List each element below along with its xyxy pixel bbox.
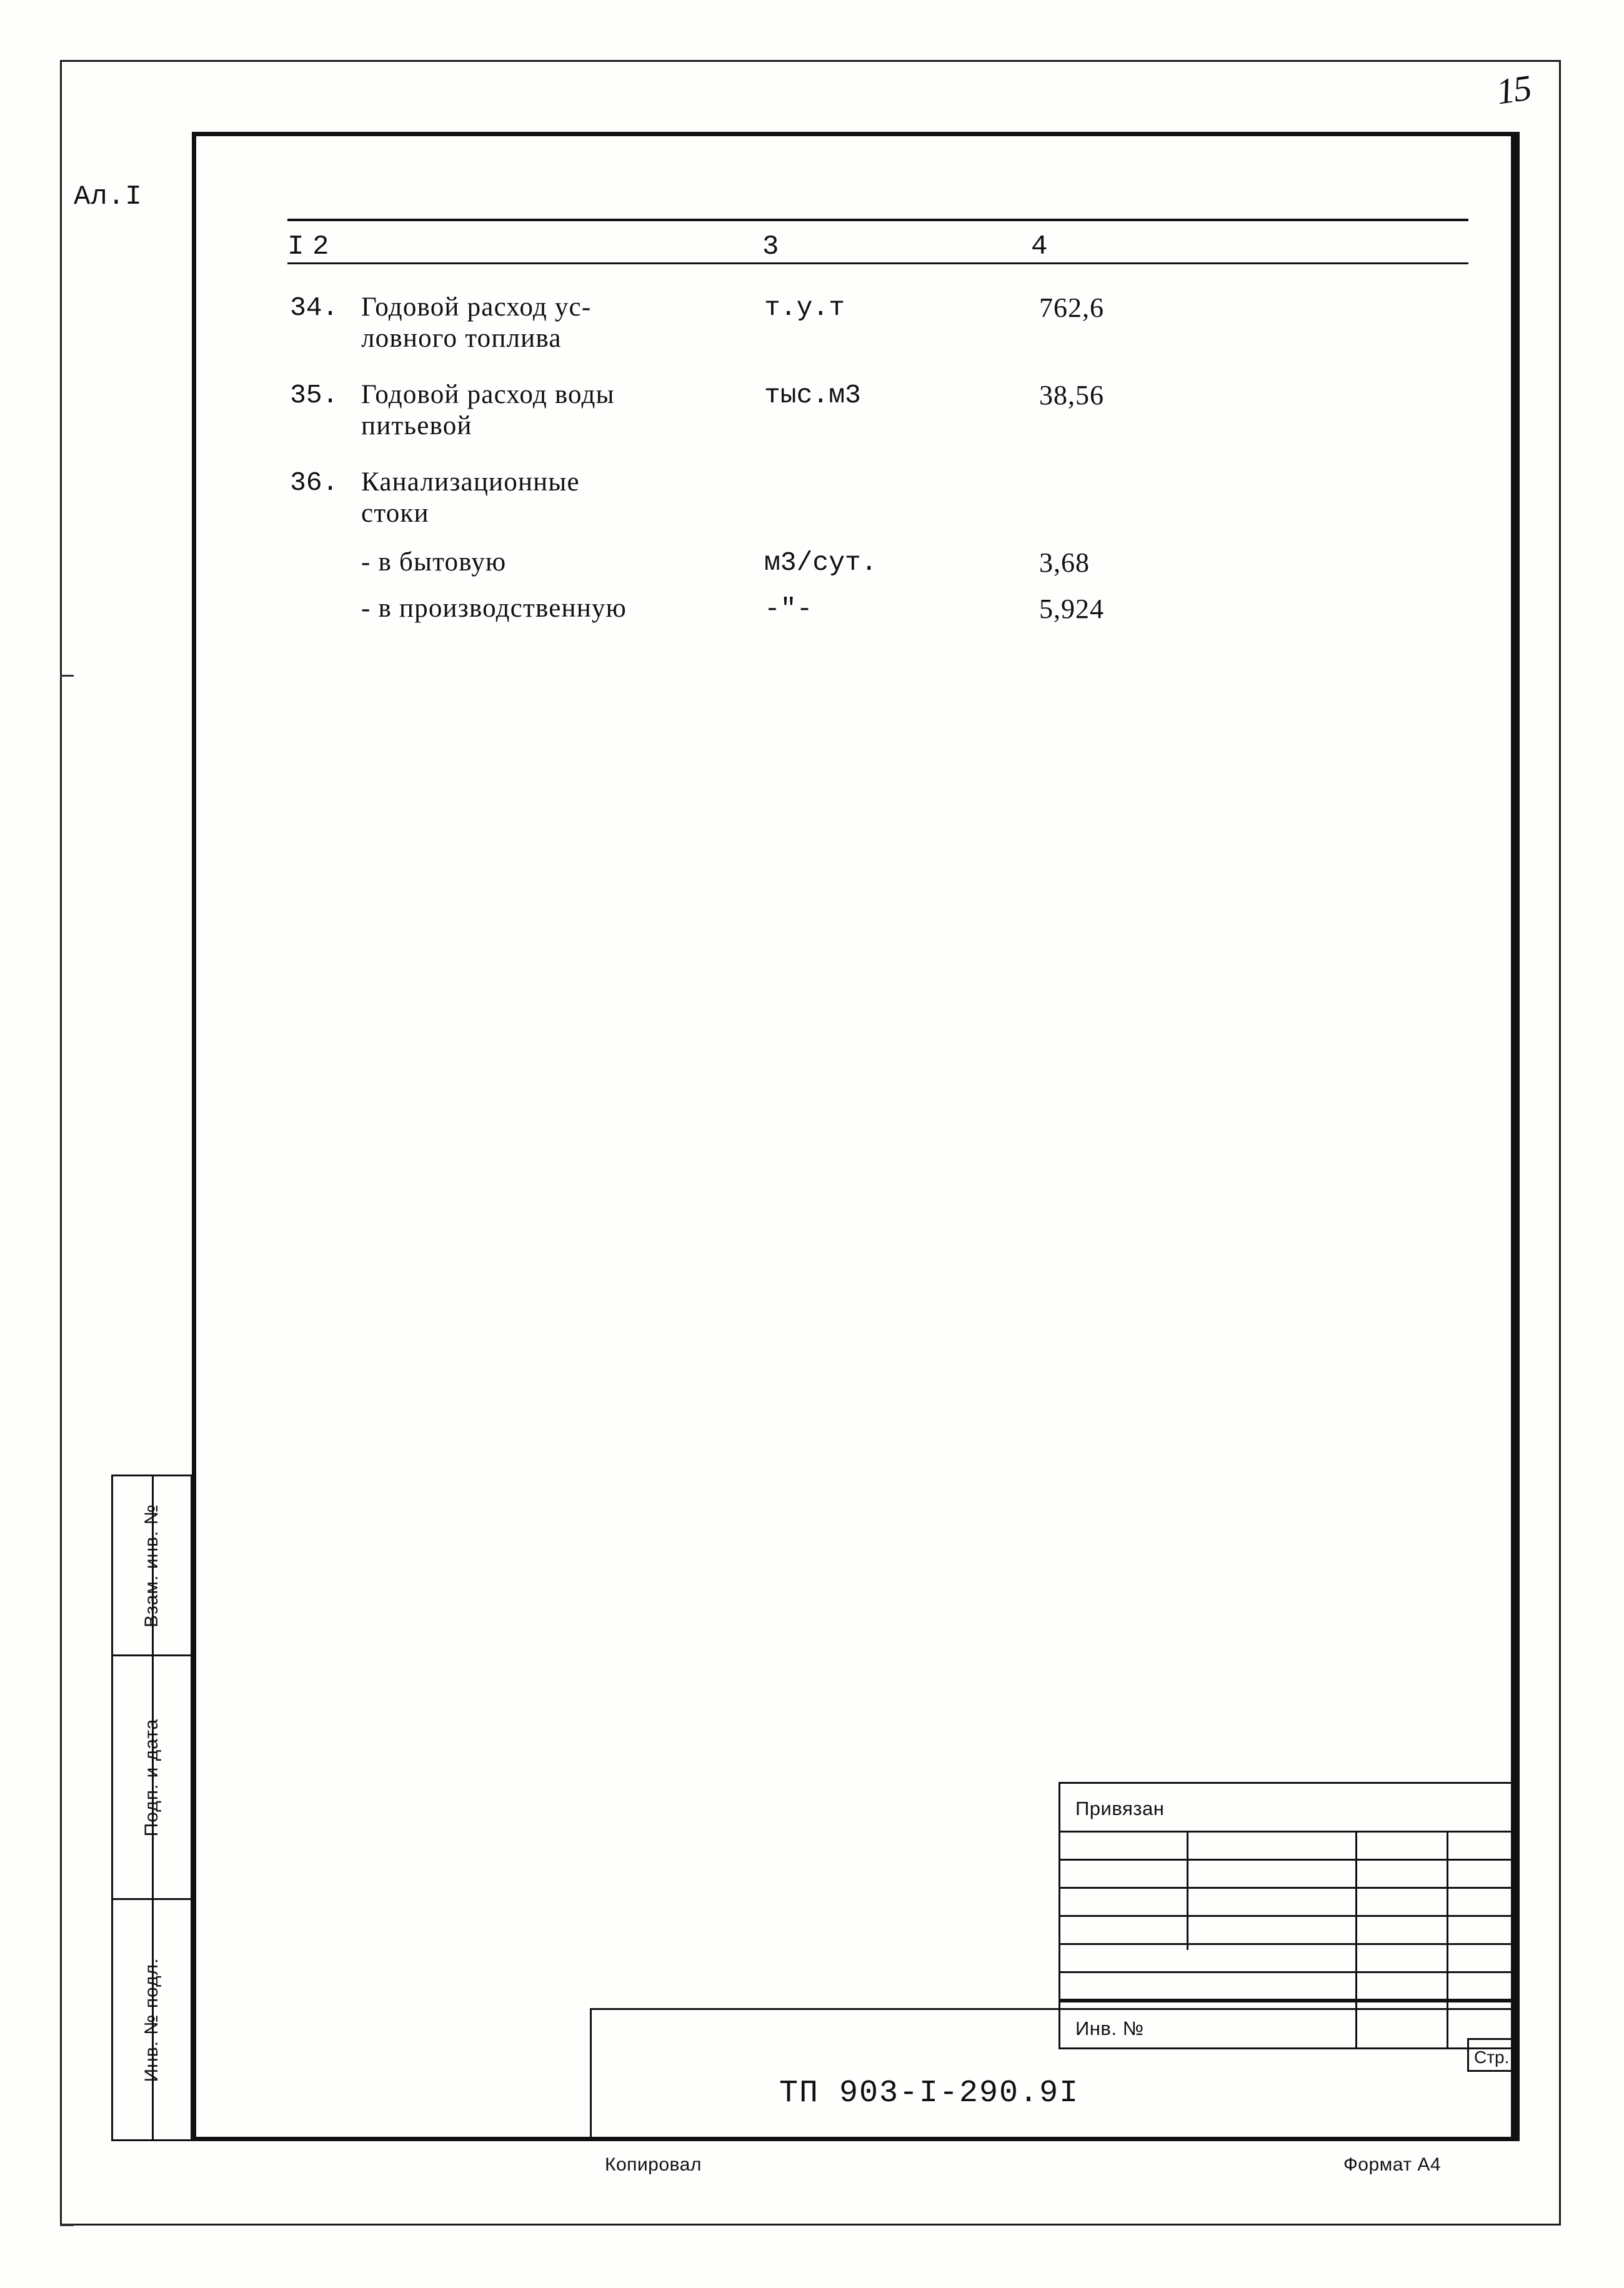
page-field: Стр. bbox=[1467, 2038, 1520, 2072]
row-number: 35. bbox=[290, 380, 339, 410]
row-value: 3,68 bbox=[1039, 547, 1090, 578]
stamp-cell-vzam-inv bbox=[113, 1476, 191, 1656]
sheet-label: Ал.I bbox=[74, 181, 142, 212]
row-name-line1: Годовой расход ус- bbox=[361, 292, 592, 322]
row-name bbox=[361, 467, 764, 529]
stamp-grid-row bbox=[1060, 1833, 1518, 1861]
column-header-3: 3 bbox=[762, 231, 779, 262]
row-name bbox=[361, 292, 764, 354]
stamp-vertical-divider-2 bbox=[1355, 1833, 1357, 1999]
row-value: 5,924 bbox=[1039, 594, 1104, 624]
row-value: 762,6 bbox=[1039, 292, 1104, 323]
stamp-cell-label: Взам. инв. № bbox=[141, 1503, 162, 1628]
row-name-line2: ловного топлива bbox=[361, 324, 562, 353]
row-name-line1: - в производственную bbox=[361, 594, 627, 623]
stamp-cell-podp-data bbox=[113, 1656, 191, 1900]
table-row bbox=[287, 292, 1487, 354]
stamp-cell-label: Инв. № подл. bbox=[141, 1957, 162, 2082]
row-name bbox=[361, 593, 764, 624]
privyazan-label: Привязан bbox=[1060, 1784, 1518, 1833]
row-number: 36. bbox=[290, 467, 339, 498]
row-name bbox=[361, 547, 764, 578]
row-name bbox=[361, 379, 764, 442]
inv-label: Инв. № bbox=[1075, 2017, 1144, 2039]
table-column-headers bbox=[287, 221, 1487, 262]
document-code: ТП 903-I-290.9I bbox=[779, 2076, 1080, 2111]
column-header-2: 2 bbox=[312, 231, 329, 262]
row-name-line2: стоки bbox=[361, 499, 429, 528]
stamp-vertical-divider-3 bbox=[1447, 1833, 1448, 1999]
copied-by-label: Копировал bbox=[605, 2154, 702, 2175]
table-row bbox=[287, 547, 1487, 579]
row-name-line1: Годовой расход воды bbox=[361, 380, 615, 409]
stamp-cell-inv-podl bbox=[113, 1900, 191, 2139]
row-number: 34. bbox=[290, 292, 339, 323]
title-block bbox=[590, 2008, 1520, 2141]
binding-tick-bottom bbox=[60, 2224, 74, 2226]
row-name-line1: - в бытовую bbox=[361, 547, 507, 577]
row-name-line2: питьевой bbox=[361, 411, 472, 440]
row-unit: м3/сут. bbox=[764, 547, 877, 578]
format-label: Формат А4 bbox=[1343, 2154, 1442, 2175]
stamp-vertical-divider-1 bbox=[1187, 1833, 1188, 1950]
table-body bbox=[287, 264, 1487, 625]
table-row bbox=[287, 467, 1487, 529]
row-unit: -"- bbox=[764, 594, 813, 624]
stamp-cell-label: Подп. и дата bbox=[141, 1718, 162, 1836]
table-row bbox=[287, 593, 1487, 625]
table-row bbox=[287, 379, 1487, 442]
column-header-1: I bbox=[287, 231, 304, 262]
stamp-grid-row bbox=[1060, 1917, 1518, 1945]
stamp-grid-row bbox=[1060, 1889, 1518, 1917]
binding-tick-top bbox=[60, 675, 74, 677]
row-unit: т.у.т bbox=[764, 292, 845, 323]
stamp-grid-row bbox=[1060, 1945, 1518, 1973]
stamp-grid-row bbox=[1060, 1861, 1518, 1889]
row-value: 38,56 bbox=[1039, 380, 1104, 410]
specification-table bbox=[287, 219, 1487, 650]
privyazan-stamp-block bbox=[1059, 1782, 1520, 2001]
row-unit: тыс.м3 bbox=[764, 380, 861, 410]
left-vertical-stamp bbox=[111, 1475, 192, 2141]
row-name-line1: Канализационные bbox=[361, 467, 580, 497]
column-header-4: 4 bbox=[1031, 231, 1048, 262]
page-number-handwritten: 15 bbox=[1493, 67, 1533, 112]
